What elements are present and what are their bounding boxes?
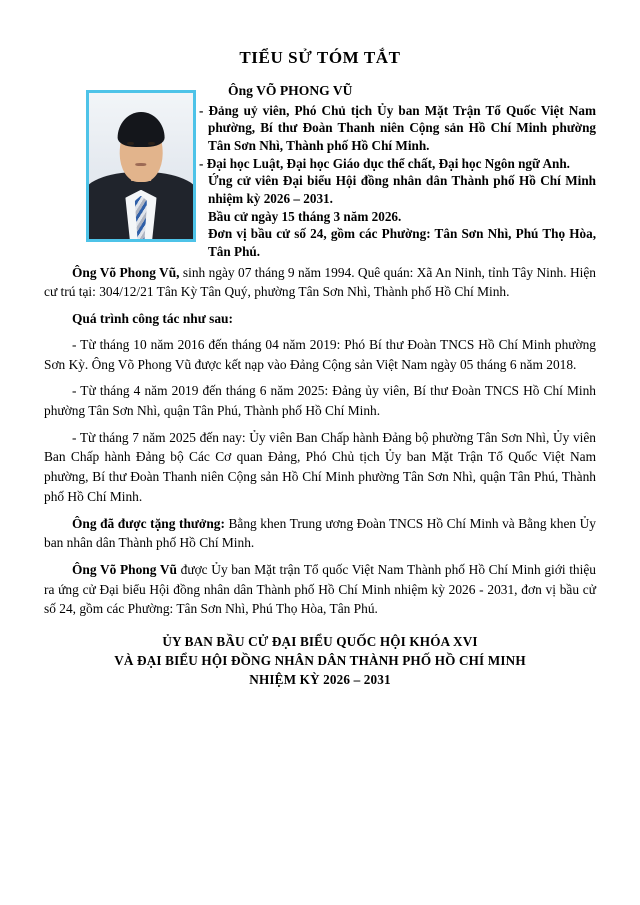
footer-line-1: ỦY BAN BẦU CỬ ĐẠI BIỂU QUỐC HỘI KHÓA XVI	[162, 634, 478, 650]
candidate-education: - Đại học Luật, Đại học Giáo dục thể chất, Đại học Ngôn ngữ Anh.	[199, 155, 570, 171]
birth-and-residence-paragraph	[44, 263, 596, 302]
nomination-paragraph	[44, 560, 596, 619]
candidate-portrait-photo	[86, 90, 196, 242]
career-section	[44, 309, 596, 619]
candidate-candidacy: Ứng cử viên Đại biểu Hội đồng nhân dân Thành phố Hồ Chí Minh nhiệm kỳ 2026 – 2031.	[208, 173, 596, 207]
career-item-3: - Từ tháng 7 năm 2025 đến nay: Ủy viên Ban Chấp hành Đảng bộ phường Tân Sơn Nhì, Ủy viên Ban Chấp hành Đảng bộ Các Cơ quan Đảng, Phó Chủ tịch Ủy ban Mặt Trận Tổ Quốc Việt Nam phường, Bí thư Đoàn Thanh niên Cộng sản Hồ Chí Minh phường Tân Sơn Nhì, quận Tân Phú, Thành phố Hồ Chí Minh.	[44, 429, 596, 504]
portrait-eye-right	[148, 142, 154, 146]
page-title: TIỂU SỬ TÓM TẮT	[239, 48, 401, 67]
nomination-name-bold: Ông Võ Phong Vũ	[72, 561, 177, 577]
footer-line-3: NHIỆM KỲ 2026 – 2031	[249, 671, 391, 687]
birth-name-bold: Ông Võ Phong Vũ,	[72, 264, 180, 280]
birth-details: sinh ngày 07 tháng 9 năm 1994. Quê quán: Xã An Ninh, tỉnh Tây Ninh. Hiện cư trú tại: 304/12/21 Tân Kỳ Tân Quý, phường Tân Sơn Nhì, Thành phố Hồ Chí Minh.	[44, 264, 596, 300]
career-item-2: - Từ tháng 4 năm 2019 đến tháng 6 năm 2025: Đảng ủy viên, Bí thư Đoàn TNCS Hồ Chí Minh phường Tân Sơn Nhì, quận Tân Phú, Thành phố Hồ Chí Minh.	[44, 383, 596, 418]
biography-body	[44, 263, 596, 302]
portrait-eye-left	[127, 142, 133, 146]
career-heading	[44, 309, 596, 329]
nomination-details: được Ủy ban Mặt trận Tổ quốc Việt Nam Thành phố Hồ Chí Minh giới thiệu ra ứng cử Đại biểu Hội đồng nhân dân Thành phố Hồ Chí Minh nhiệm kỳ 2026 - 2031, đơn vị bầu cử số 24, gồm các Phường: Tân Sơn Nhì, Phú Thọ Hòa, Tân Phú.	[44, 561, 596, 617]
career-item-1: - Từ tháng 10 năm 2016 đến tháng 04 năm 2019: Phó Bí thư Đoàn TNCS Hồ Chí Minh phường Sơn Kỳ. Ông Võ Phong Vũ được kết nạp vào Đảng Cộng sản Việt Nam ngày 05 tháng 6 năm 2018.	[44, 336, 596, 372]
awards-paragraph	[44, 514, 596, 553]
intro-section	[44, 82, 596, 302]
candidate-name-heading: Ông VÕ PHONG VŨ	[228, 83, 353, 99]
candidate-position: - Đảng uỷ viên, Phó Chủ tịch Ủy ban Mặt Trận Tổ Quốc Việt Nam phường, Bí thư Đoàn Thanh niên Cộng sản Hồ Chí Minh phường Tân Sơn Nhì, Thành phố Hồ Chí Minh.	[199, 102, 596, 153]
awards-label: Ông đã được tặng thưởng:	[72, 515, 225, 531]
footer-line-2: VÀ ĐẠI BIỂU HỘI ĐỒNG NHÂN DÂN THÀNH PHỐ HỒ CHÍ MINH	[114, 652, 526, 668]
election-date: Bầu cử ngày 15 tháng 3 năm 2026.	[208, 208, 402, 224]
awards-details: Bằng khen Trung ương Đoàn TNCS Hồ Chí Minh và Bằng khen Ủy ban nhân dân Thành phố Hồ Chí Minh.	[44, 515, 596, 551]
document-footer	[44, 633, 596, 689]
constituency-info: Đơn vị bầu cử số 24, gồm các Phường: Tân Sơn Nhì, Phú Thọ Hòa, Tân Phú.	[208, 226, 596, 260]
portrait-mouth	[135, 163, 146, 166]
career-heading-text: Quá trình công tác như sau:	[72, 311, 233, 327]
